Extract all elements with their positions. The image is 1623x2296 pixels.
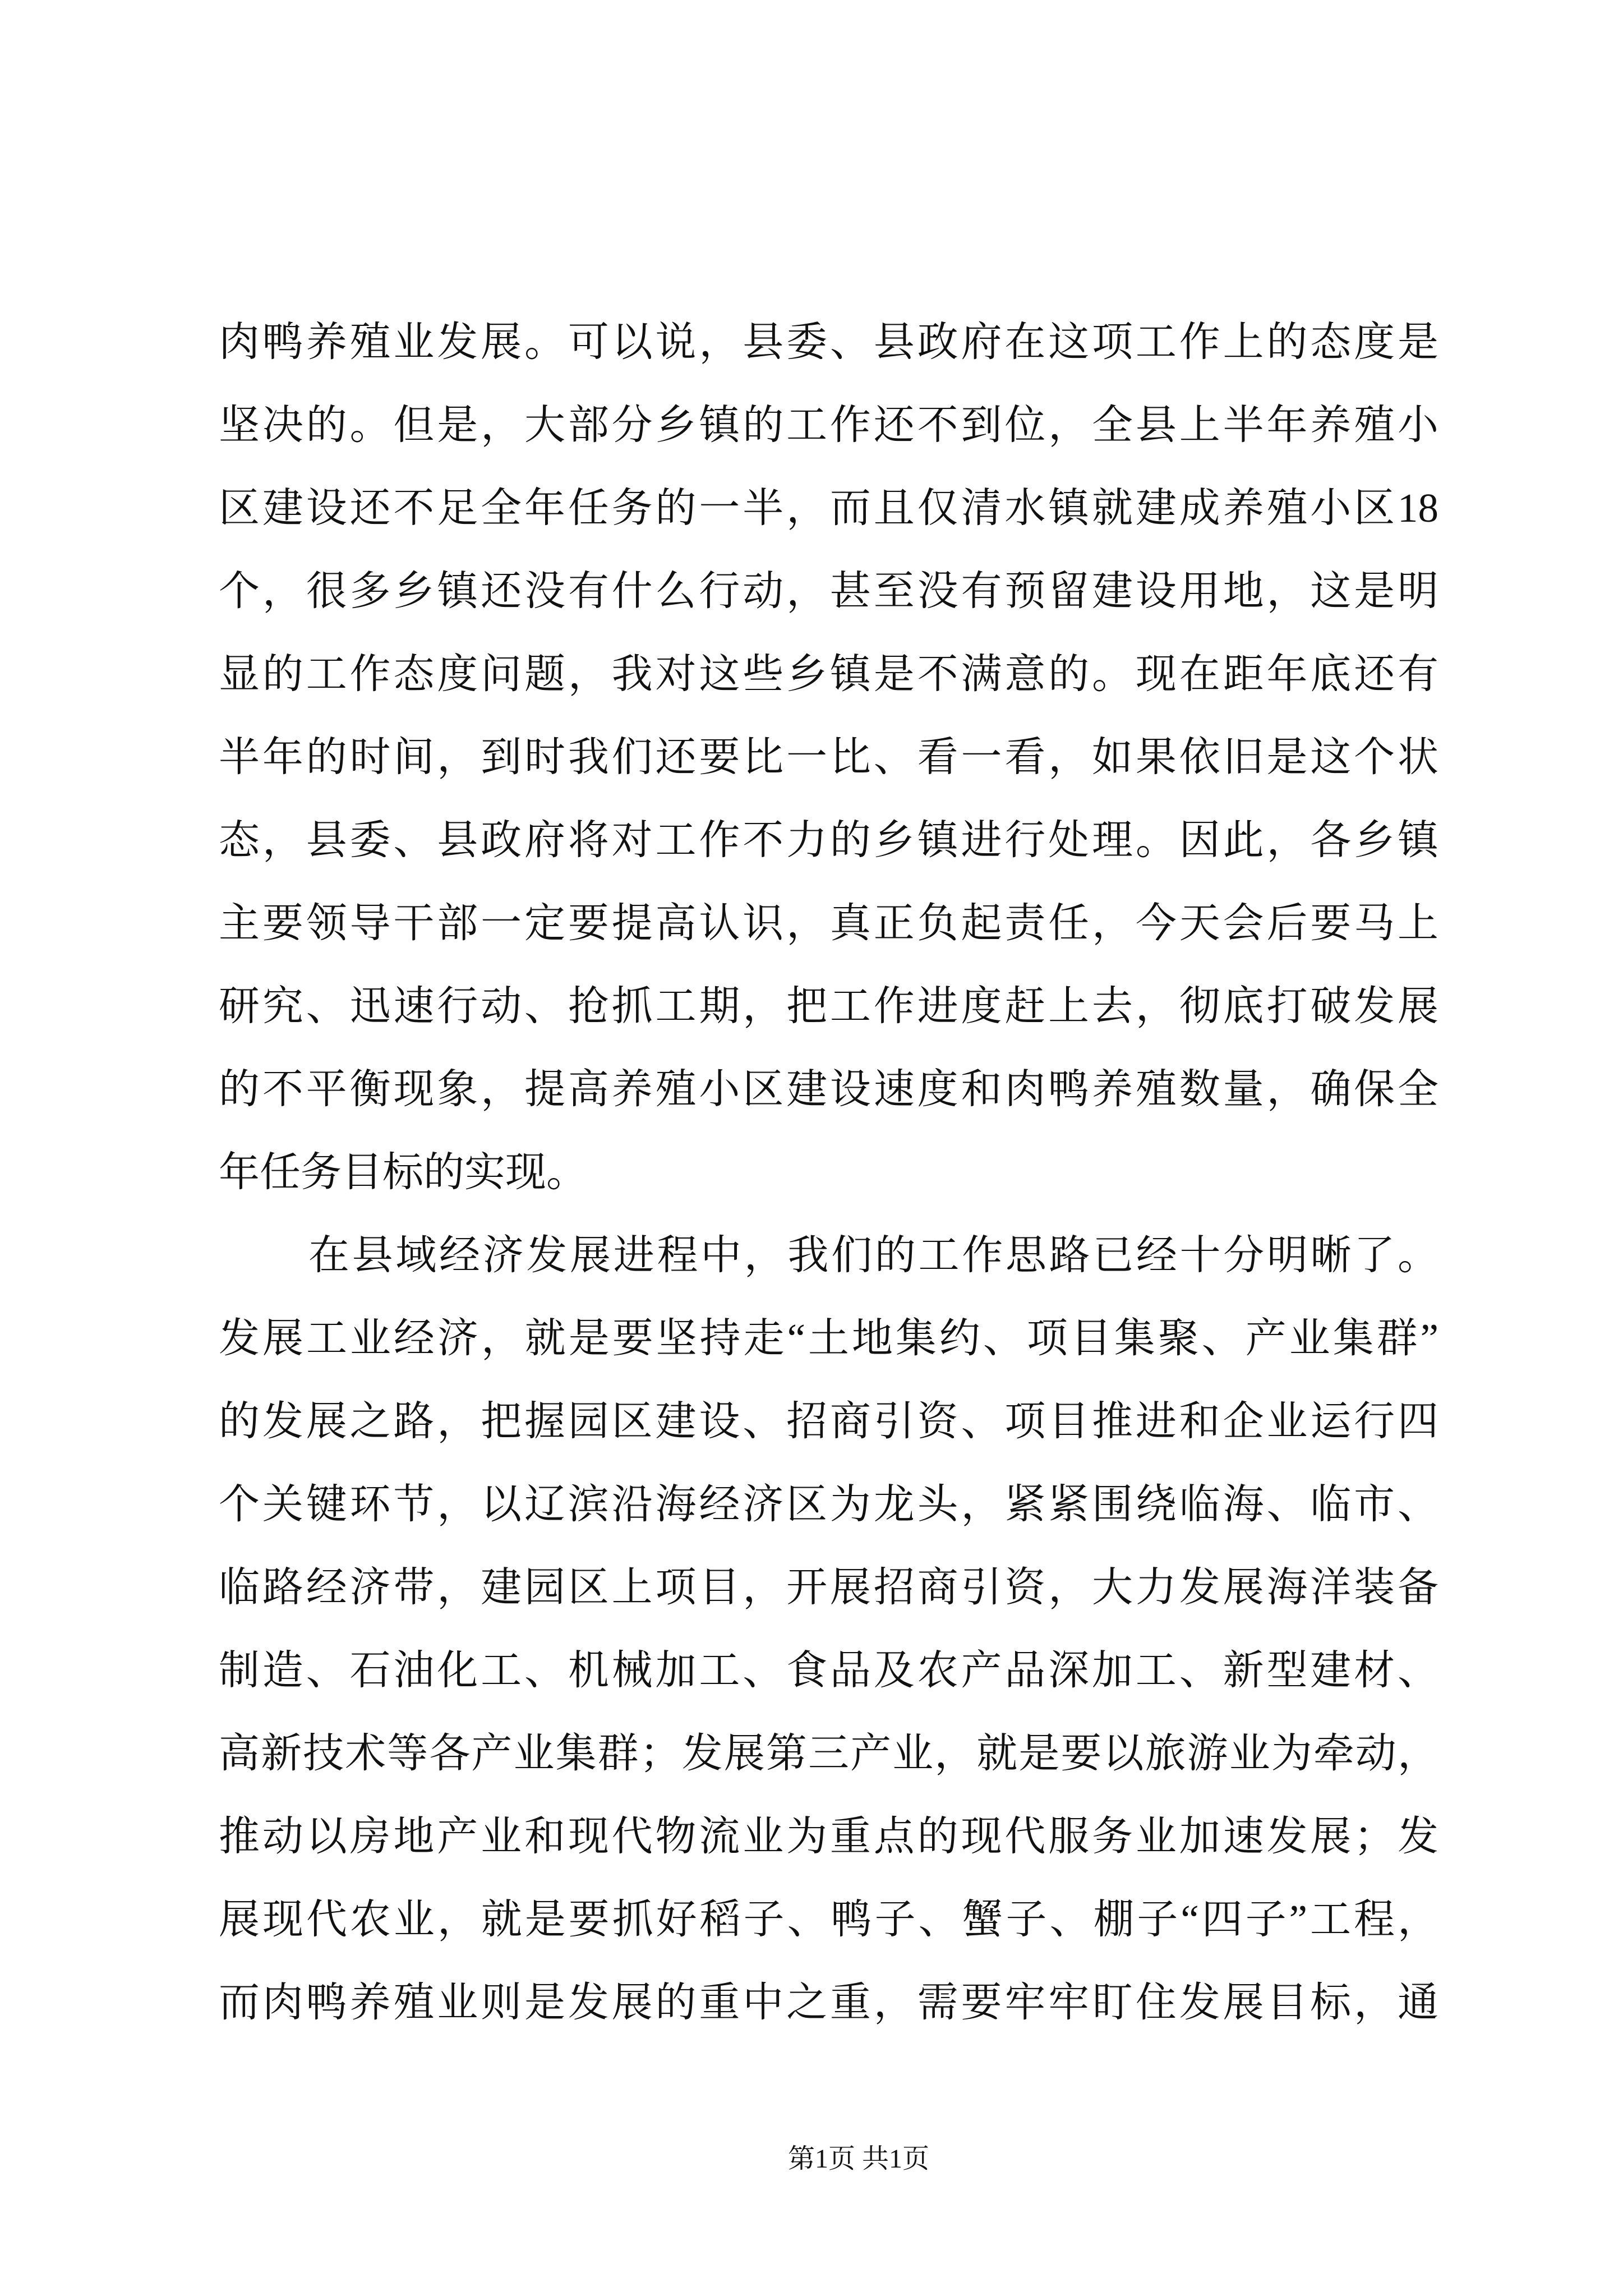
text-line: 研究、迅速行动、抢抓工期，把工作进度赶上去，彻底打破发展 [219,983,1438,1029]
text-line: 区建设还不足全年任务的一半，而且仅清水镇就建成养殖小区18 [219,485,1438,531]
text-line: 展现代农业，就是要抓好稻子、鸭子、蟹子、棚子“四子”工程， [219,1897,1438,1942]
text-line: 主要领导干部一定要提高认识，真正负起责任，今天会后要马上 [219,900,1438,946]
text-line: 发展工业经济，就是要坚持走“土地集约、项目集聚、产业集群” [219,1315,1438,1361]
text-line: 而肉鸭养殖业则是发展的重中之重，需要牢牢盯住发展目标，通 [219,1980,1438,2025]
text-line: 显的工作态度问题，我对这些乡镇是不满意的。现在距年底还有 [219,651,1438,697]
text-line: 半年的时间，到时我们还要比一比、看一看，如果依旧是这个状 [219,734,1438,780]
text-line: 年任务目标的实现。 [219,1149,587,1195]
paragraph [219,301,1438,1214]
text-line: 态，县委、县政府将对工作不力的乡镇进行处理。因此，各乡镇 [219,817,1438,863]
paragraph [219,1214,1438,2044]
text-line: 高新技术等各产业集群；发展第三产业，就是要以旅游业为牵动， [219,1731,1438,1776]
text-line: 的发展之路，把握园区建设、招商引资、项目推进和企业运行四 [219,1398,1438,1444]
page-number-footer: 第1页 共1页 [787,2144,929,2174]
text-line: 坚决的。但是，大部分乡镇的工作还不到位，全县上半年养殖小 [219,402,1438,448]
text-line: 肉鸭养殖业发展。可以说，县委、县政府在这项工作上的态度是 [219,319,1438,365]
text-line: 的不平衡现象，提高养殖小区建设速度和肉鸭养殖数量，确保全 [219,1066,1438,1112]
text-line: 在县域经济发展进程中，我们的工作思路已经十分明晰了。 [308,1232,1438,1278]
text-line: 个，很多乡镇还没有什么行动，甚至没有预留建设用地，这是明 [219,568,1438,614]
text-line: 推动以房地产业和现代物流业为重点的现代服务业加速发展；发 [219,1814,1438,1859]
document-body [219,301,1438,2044]
text-line: 临路经济带，建园区上项目，开展招商引资，大力发展海洋装备 [219,1565,1438,1610]
text-line: 制造、石油化工、机械加工、食品及农产品深加工、新型建材、 [219,1648,1438,1693]
text-line: 个关键环节，以辽滨沿海经济区为龙头，紧紧围绕临海、临市、 [219,1481,1438,1527]
